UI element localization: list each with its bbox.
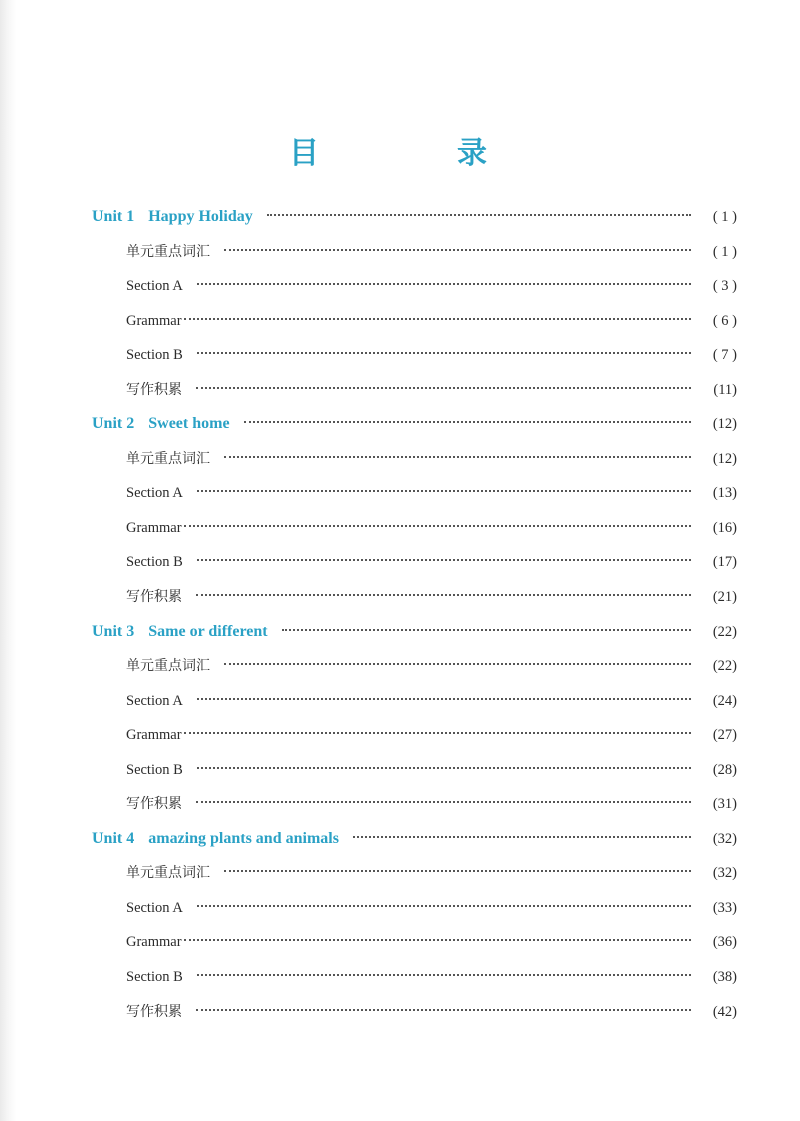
entry-label: Section A: [126, 692, 183, 709]
entry-label: 写作积累: [126, 1003, 182, 1020]
dot-leader: [197, 283, 691, 285]
dot-leader: [184, 318, 691, 320]
page-number: (16): [712, 519, 737, 536]
page-number: (36): [712, 934, 737, 951]
dot-leader: [184, 939, 691, 941]
dot-leader: [353, 836, 691, 838]
entry-label: 写作积累: [126, 796, 182, 813]
page-number: ( 6 ): [712, 312, 737, 329]
page-number: (28): [712, 761, 737, 778]
toc-entry[interactable]: [92, 995, 737, 1030]
entry-label: Section B: [126, 969, 183, 986]
toc-unit-1[interactable]: [92, 200, 737, 235]
dot-leader: [196, 801, 691, 803]
page-number: (31): [712, 796, 737, 813]
entry-label: Grammar: [126, 312, 182, 329]
page-number: ( 1 ): [712, 209, 737, 225]
dot-leader: [224, 456, 691, 458]
page-number: (33): [712, 899, 737, 916]
entry-label: Section B: [126, 347, 183, 364]
page-number: ( 7 ): [712, 347, 737, 364]
toc-entry[interactable]: [92, 235, 737, 270]
entry-label: Grammar: [126, 519, 182, 536]
page-number: (38): [712, 969, 737, 986]
page-number: (22): [712, 658, 737, 675]
unit-title: Same or different: [148, 622, 268, 640]
unit-heading: [92, 615, 268, 650]
entry-label: 单元重点词汇: [126, 243, 210, 260]
page-number: (12): [712, 450, 737, 467]
entry-label: Grammar: [126, 934, 182, 951]
toc-entry[interactable]: [92, 304, 737, 339]
toc-entry[interactable]: [92, 787, 737, 822]
page-number: (17): [712, 554, 737, 571]
entry-label: Grammar: [126, 727, 182, 744]
toc-entry[interactable]: [92, 580, 737, 615]
unit-heading: [92, 200, 253, 235]
toc-entry[interactable]: [92, 684, 737, 719]
entry-label: Section B: [126, 554, 183, 571]
dot-leader: [267, 214, 691, 216]
dot-leader: [184, 525, 691, 527]
page-number: (12): [712, 416, 737, 433]
toc-entry[interactable]: [92, 856, 737, 891]
page-number: (32): [712, 865, 737, 882]
page-number: ( 3 ): [712, 278, 737, 295]
unit-number: Unit 4: [92, 829, 135, 847]
unit-number: Unit 2: [92, 415, 135, 433]
unit-heading: [92, 822, 339, 857]
dot-leader: [196, 387, 691, 389]
page-number: (22): [712, 623, 737, 640]
dot-leader: [196, 1009, 691, 1011]
dot-leader: [244, 421, 691, 423]
entry-label: 单元重点词汇: [126, 450, 210, 467]
dot-leader: [197, 905, 691, 907]
toc-entry[interactable]: [92, 545, 737, 580]
unit-number: Unit 1: [92, 208, 135, 225]
entry-label: 单元重点词汇: [126, 865, 210, 882]
toc-entry[interactable]: [92, 511, 737, 546]
toc-unit-3[interactable]: [92, 615, 737, 650]
dot-leader: [224, 249, 691, 251]
entry-label: Section B: [126, 761, 183, 778]
entry-label: 写作积累: [126, 589, 182, 606]
unit-heading: [92, 407, 230, 442]
dot-leader: [282, 629, 691, 631]
unit-title: Sweet home: [148, 415, 230, 433]
dot-leader: [197, 698, 691, 700]
toc-entry[interactable]: [92, 338, 737, 373]
toc-unit-2[interactable]: [92, 407, 737, 442]
page-number: (27): [712, 727, 737, 744]
toc-entry[interactable]: [92, 649, 737, 684]
page-title: 目 录: [289, 136, 541, 171]
page-number: (32): [712, 830, 737, 847]
unit-number: Unit 3: [92, 622, 135, 640]
toc-entry[interactable]: [92, 960, 737, 995]
toc-unit-4[interactable]: [92, 822, 737, 857]
unit-title: amazing plants and animals: [148, 829, 339, 847]
toc-entry[interactable]: [92, 476, 737, 511]
dot-leader: [197, 974, 691, 976]
dot-leader: [224, 870, 691, 872]
dot-leader: [196, 594, 691, 596]
entry-label: Section A: [126, 485, 183, 502]
dot-leader: [197, 490, 691, 492]
page-number: ( 1 ): [712, 243, 737, 260]
dot-leader: [197, 352, 691, 354]
entry-label: Section A: [126, 278, 183, 295]
toc-entry[interactable]: [92, 925, 737, 960]
unit-title: Happy Holiday: [148, 208, 253, 225]
toc-entry[interactable]: [92, 718, 737, 753]
entry-label: 写作积累: [126, 381, 182, 398]
toc-entry[interactable]: [92, 891, 737, 926]
page-number: (24): [712, 692, 737, 709]
page-number: (42): [712, 1003, 737, 1020]
toc-entry[interactable]: [92, 269, 737, 304]
page-number: (11): [713, 381, 737, 398]
toc-entry[interactable]: [92, 753, 737, 788]
page-number: (13): [712, 485, 737, 502]
table-of-contents: [92, 200, 737, 1029]
dot-leader: [224, 663, 691, 665]
toc-entry[interactable]: [92, 442, 737, 477]
toc-entry[interactable]: [92, 373, 737, 408]
dot-leader: [197, 559, 691, 561]
entry-label: Section A: [126, 899, 183, 916]
dot-leader: [197, 767, 691, 769]
page-number: (21): [712, 589, 737, 606]
dot-leader: [184, 732, 691, 734]
entry-label: 单元重点词汇: [126, 658, 210, 675]
